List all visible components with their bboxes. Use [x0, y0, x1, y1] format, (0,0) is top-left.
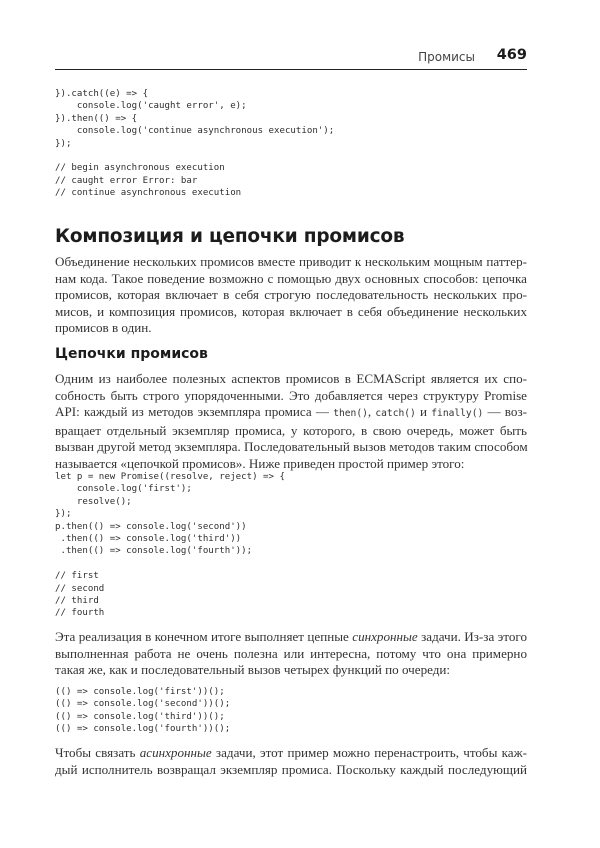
- inline-code: catch(): [375, 408, 416, 420]
- running-head-title: Промисы: [418, 50, 475, 64]
- sync-explanation-paragraph: Эта реализация в конечном итоге выполняет цепные синхронные задачи. Из-за этого выполненная работа не очень полезна или интересна, потому что она примерно такая же, как и последовательный вызов четырех функций по очереди:: [55, 629, 527, 678]
- inline-code: finally(): [431, 408, 484, 420]
- chaining-intro-paragraph: Одним из наиболее полезных аспектов промисов в ECMAScript является их спо- собность быть строго упорядоченными. Это добавляется через структуру Promise API: каждый из методов экземпляра промиса — then(), catch() и finally() — воз- вращает отдельный экземпляр промиса, у которого, в свою очередь, может быть вызван другой метод экземпляра. Последовательный вызов методов таким способом называется «цепочкой промисов». Ниже приведен простой пример этого:: [55, 371, 528, 471]
- inline-code: then(): [333, 408, 368, 420]
- section-intro-paragraph: Объединение нескольких промисов вместе приводит к нескольким мощным паттер- нам кода. Такое поведение возможно с помощью двух основных способов: цепочка промисов, которая включает в себя строгую последовательность нескольких про- мисов, и композиция промисов, которая включает в себя объединение нескольких промисов в один.: [55, 254, 527, 336]
- code-block-iife: (() => console.log('first'))(); (() => console.log('second'))(); (() => console.log('third'))(); (() => console.log('fourth'))();: [55, 687, 231, 735]
- running-head: [55, 45, 527, 70]
- async-explanation-paragraph: Чтобы связать асинхронные задачи, этот пример можно перенастроить, чтобы каж- дый исполнитель возвращал экземпляр промиса. Поскольку каждый последующий: [55, 745, 527, 777]
- page-number: 469: [496, 47, 527, 63]
- subsection-heading: Цепочки промисов: [55, 346, 208, 362]
- code-block-promise-chain: let p = new Promise((resolve, reject) => { console.log('first'); resolve(); }); p.then(() => console.log('second')) .then(() => console.log('third')) .then(() => console.log('fourth')); // first // second // third // fourth: [55, 472, 285, 619]
- section-heading: Композиция и цепочки промисов: [55, 226, 405, 247]
- code-block-catch-then: }).catch((e) => { console.log('caught error', e); }).then(() => { console.log('continue asynchronous execution'); }); // begin asynchronous execution // caught error Error: bar // continue asynchronous execution: [55, 89, 335, 199]
